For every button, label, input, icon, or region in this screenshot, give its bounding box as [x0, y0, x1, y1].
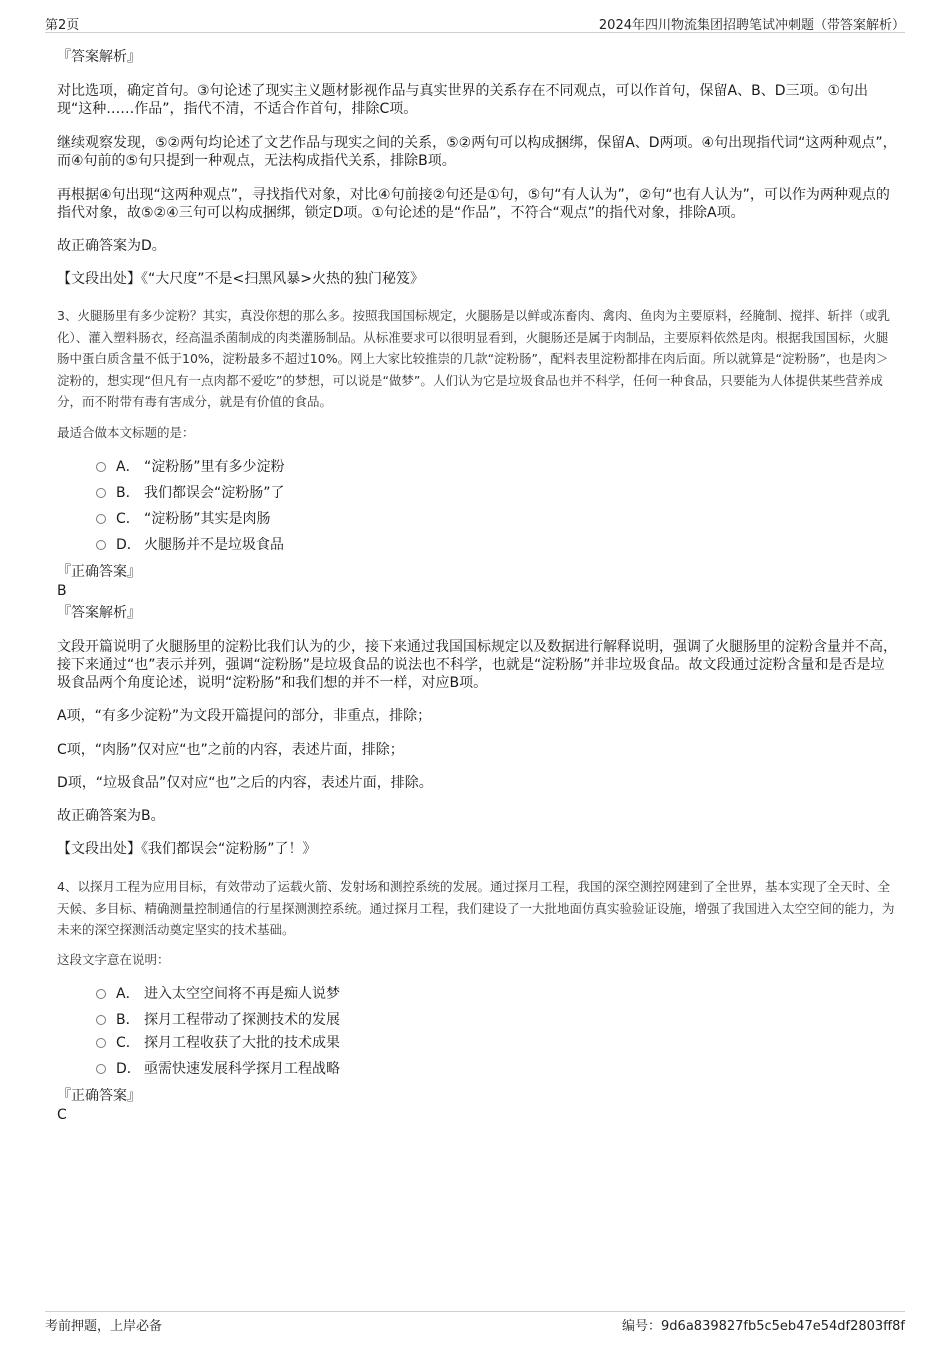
- q3-option-d[interactable]: [96, 535, 284, 555]
- q4-option-c[interactable]: [96, 1033, 340, 1053]
- footer-slogan: 考前押题，上岸必备: [45, 1319, 163, 1334]
- radio-icon[interactable]: [96, 1064, 106, 1074]
- radio-icon[interactable]: [96, 1038, 106, 1048]
- q3-analysis-paragraph: 文段开篇说明了火腿肠里的淀粉比我们认为的少，接下来通过我国国标规定以及数据进行解释说明，强调了火腿肠里的淀粉含量并不高，接下来通过“也”表示并列，强调“淀粉肠”是垃圾食品的说法也不科学，也就是“淀粉肠”并非垃圾食品。故文段通过淀粉含量和是否是垃圾食品两个角度论述，说明“淀粉肠”和我们想的并不一样，对应B项。: [57, 639, 897, 691]
- page-number: 第2页: [45, 18, 80, 33]
- option-letter: B．: [116, 1012, 140, 1028]
- q3-option-c[interactable]: [96, 509, 271, 529]
- option-text: 进入太空空间将不再是痴人说梦: [144, 986, 340, 1002]
- q3-analysis-option-c: C项，“肉肠”仅对应“也”之前的内容，表述片面，排除；: [57, 742, 404, 758]
- option-letter: D．: [116, 1061, 141, 1077]
- q3-source: 【文段出处】《我们都误会“淀粉肠”了！》: [57, 841, 317, 857]
- option-text: 我们都误会“淀粉肠”了: [144, 485, 285, 501]
- option-text: 火腿肠并不是垃圾食品: [144, 537, 284, 553]
- q4-option-a[interactable]: [96, 984, 340, 1004]
- q3-analysis-option-d: D项，“垃圾食品”仅对应“也”之后的内容，表述片面，排除。: [57, 775, 433, 791]
- q2-analysis-paragraph: 再根据④句出现“这两种观点”，寻找指代对象，对比④句前接②句还是①句，⑤句“有人认为”，②句“也有人认为”，可以作为两种观点的指代对象，故⑤②④三句可以构成捆绑，锁定D项。①句论述的是“作品”，不符合“观点”的指代对象，排除A项。: [57, 187, 890, 221]
- q4-answer-label: 『正确答案』: [57, 1088, 141, 1104]
- q3-stem: 3、火腿肠里有多少淀粉？其实，真没你想的那么多。按照我国国标规定，火腿肠是以鲜或冻畜肉、禽肉、鱼肉为主要原料，经腌制、搅拌、斩拌（或乳化）、灌入塑料肠衣，经高温杀菌制成的肉类灌肠制品。从标准要求可以很明显看到，火腿肠还是属于肉制品，主要原料依然是肉。根据我国国标，火腿肠中蛋白质含量不低于10%，淀粉最多不超过10%。网上大家比较推崇的几款“淀粉肠”，配料表里淀粉都排在肉后面。所以就算是“淀粉肠”，也是肉＞淀粉的，想实现“但凡有一点肉都不爱吃”的梦想，可以说是“做梦”。人们认为它是垃圾食品也并不科学，任何一种食品，只要能为人体提供某些营养成分，而不附带有毒有害成分，就是有价值的食品。: [57, 308, 890, 409]
- radio-icon[interactable]: [96, 540, 106, 550]
- radio-icon[interactable]: [96, 1015, 106, 1025]
- q2-source: 【文段出处】《“大尺度”不是<扫黑风暴>火热的独门秘笈》: [57, 271, 424, 287]
- q3-answer-label: 『正确答案』: [57, 564, 141, 580]
- q4-option-d[interactable]: [96, 1059, 340, 1079]
- radio-icon[interactable]: [96, 488, 106, 498]
- q2-analysis-paragraph: 对比选项，确定首句。③句论述了现实主义题材影视作品与真实世界的关系存在不同观点，可以作首句，保留A、B、D三项。①句出现“这种……作品”，指代不清，不适合作首句，排除C项。: [57, 83, 869, 117]
- q3-conclusion: 故正确答案为B。: [57, 808, 165, 824]
- option-letter: A．: [116, 459, 140, 475]
- q2-conclusion: 故正确答案为D。: [57, 238, 166, 254]
- radio-icon[interactable]: [96, 989, 106, 999]
- q3-option-b[interactable]: [96, 483, 285, 503]
- option-letter: C．: [116, 1035, 140, 1051]
- q4-prompt: 这段文字意在说明：: [57, 952, 170, 967]
- q4-stem: 4、以探月工程为应用目标，有效带动了运载火箭、发射场和测控系统的发展。通过探月工程，我国的深空测控网建到了全世界，基本实现了全天时、全天候、多目标、精确测量控制通信的行星探测测控系统。通过探月工程，我们建设了一大批地面仿真实验验证设施，增强了我国进入太空空间的能力，为未来的深空探测活动奠定坚实的技术基础。: [57, 879, 895, 937]
- q4-option-b[interactable]: [96, 1010, 340, 1030]
- option-text: 探月工程带动了探测技术的发展: [144, 1012, 340, 1028]
- option-letter: D．: [116, 537, 141, 553]
- q2-analysis-paragraph: 继续观察发现，⑤②两句均论述了文艺作品与现实之间的关系，⑤②两句可以构成捆绑，保留A、D两项。④句出现指代词“这两种观点”，而④句前的⑤句只提到一种观点，无法构成指代关系，排除B项。: [57, 135, 897, 169]
- option-text: 探月工程收获了大批的技术成果: [144, 1035, 340, 1051]
- q3-prompt: 最适合做本文标题的是：: [57, 425, 195, 440]
- option-text: 亟需快速发展科学探月工程战略: [144, 1061, 340, 1077]
- q3-answer: B: [57, 583, 67, 599]
- q2-analysis-label: 『答案解析』: [57, 49, 141, 65]
- option-letter: B．: [116, 485, 140, 501]
- q3-analysis-option-a: A项，“有多少淀粉”为文段开篇提问的部分，非重点，排除；: [57, 708, 432, 724]
- q3-analysis-label: 『答案解析』: [57, 605, 141, 621]
- radio-icon[interactable]: [96, 462, 106, 472]
- radio-icon[interactable]: [96, 514, 106, 524]
- q3-option-a[interactable]: [96, 457, 285, 477]
- document-code: 编号：9d6a839827fb5c5eb47e54df2803ff8f: [622, 1319, 905, 1334]
- q4-answer: C: [57, 1107, 67, 1123]
- option-letter: C．: [116, 511, 140, 527]
- page-footer: [45, 1311, 905, 1334]
- option-text: “淀粉肠”里有多少淀粉: [144, 459, 285, 475]
- option-text: “淀粉肠”其实是肉肠: [144, 511, 271, 527]
- document-title: 2024年四川物流集团招聘笔试冲刺题（带答案解析）: [598, 18, 905, 33]
- page-header: [45, 12, 905, 33]
- option-letter: A．: [116, 986, 140, 1002]
